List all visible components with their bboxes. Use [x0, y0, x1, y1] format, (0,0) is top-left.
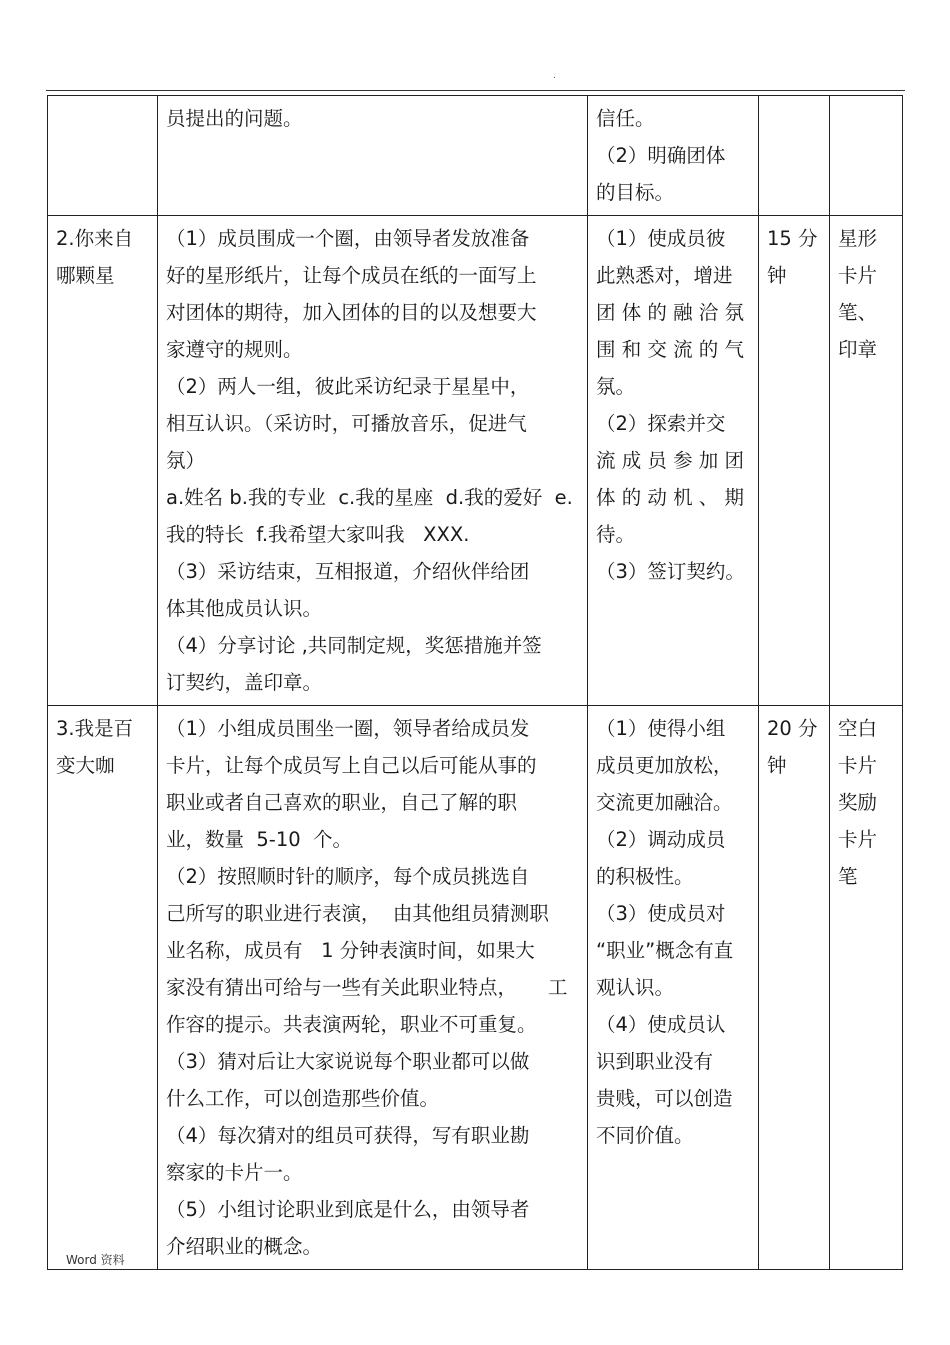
cell-text-line: 信任。: [596, 107, 655, 130]
cell-text-line: （2）按照顺时针的顺序，每个成员挑选自: [166, 865, 530, 888]
cell-text-line: 此熟悉对，增进: [596, 264, 733, 287]
cell-text-line: 职业或者自己喜欢的职业，自己了解的职: [166, 791, 518, 814]
cell-text-line: （2）明确团体: [596, 144, 726, 167]
cell-text-line: （1）成员围成一个圈，由领导者发放准备: [166, 227, 530, 250]
activity-procedure-cell: [158, 706, 588, 1270]
cell-text-line: 待。: [596, 523, 636, 546]
cell-text-line: 的积极性。: [596, 865, 694, 888]
cell-text-line: 笔: [838, 865, 858, 888]
cell-text-line: 哪颗星: [56, 264, 115, 287]
activity-goals-cell: [588, 706, 759, 1270]
table-row: [48, 216, 903, 706]
cell-text-line: 的目标。: [596, 181, 675, 204]
cell-text-line: 识到职业没有: [596, 1050, 714, 1073]
cell-text-line: （3）签订契约。: [596, 560, 745, 583]
cell-text-line: 察家的卡片一。: [166, 1161, 303, 1184]
cell-text-line: （4）分享讨论 ,共同制定规，奖惩措施并签: [166, 634, 542, 657]
activity-time-cell: [759, 216, 830, 706]
header-mark: .: [553, 71, 556, 81]
cell-text-line: （5）小组讨论职业到底是什么，由领导者: [166, 1198, 530, 1221]
cell-text-line: 卡片: [838, 754, 878, 777]
cell-text-line: 氛）: [166, 449, 206, 472]
activity-time-cell: [759, 706, 830, 1270]
activity-materials-cell: [830, 706, 903, 1270]
cell-text-line: 变大咖: [56, 754, 115, 777]
table-row: [48, 706, 903, 1270]
cell-text-line: （1）小组成员围坐一圈，领导者给成员发: [166, 717, 530, 740]
cell-text-line: （3）猜对后让大家说说每个职业都可以做: [166, 1050, 530, 1073]
cell-text-line: 3.我是百: [56, 717, 134, 740]
cell-text-line: 卡片，让每个成员写上自己以后可能从事的: [166, 754, 537, 777]
cell-text-line: 钟: [767, 754, 787, 777]
cell-text-line: 家遵守的规则。: [166, 338, 303, 361]
cell-text-line: （2）调动成员: [596, 828, 726, 851]
cell-text-line: 员提出的问题。: [166, 107, 303, 130]
cell-text-line: 团 体 的 融 洽 氛: [596, 301, 744, 324]
cell-text-line: （4）使成员认: [596, 1013, 726, 1036]
activity-goals-cell: [588, 96, 759, 216]
activity-materials-cell: [830, 96, 903, 216]
header-rule: [46, 90, 905, 91]
cell-text-line: 相互认识。（采访时，可播放音乐，促进气: [166, 412, 527, 435]
cell-text-line: 流 成 员 参 加 团: [596, 449, 744, 472]
cell-text-line: 好的星形纸片，让每个成员在纸的一面写上: [166, 264, 537, 287]
cell-text-line: 氛。: [596, 375, 636, 398]
cell-text-line: 20 分: [767, 717, 818, 740]
activity-title-cell: [48, 96, 158, 216]
cell-text-line: 空白: [838, 717, 878, 740]
cell-text-line: 钟: [767, 264, 787, 287]
cell-text-line: 不同价值。: [596, 1124, 694, 1147]
activity-goals-cell: [588, 216, 759, 706]
cell-text-line: “职业”概念有直: [596, 939, 734, 962]
cell-text-line: 己所写的职业进行表演， 由其他组员猜测职: [166, 902, 549, 925]
cell-text-line: 卡片: [838, 828, 878, 851]
activity-table-body: [48, 96, 903, 1270]
cell-text-line: 业名称，成员有 1 分钟表演时间，如果大: [166, 939, 535, 962]
cell-text-line: 印章: [838, 338, 878, 361]
cell-text-line: （2）探索并交: [596, 412, 726, 435]
cell-text-line: 观认识。: [596, 976, 675, 999]
cell-text-line: （2）两人一组，彼此采访纪录于星星中，: [166, 375, 530, 398]
activity-title-cell: [48, 216, 158, 706]
cell-text-line: 星形: [838, 227, 878, 250]
cell-text-line: a.姓名 b.我的专业 c.我的星座 d.我的爱好 e.: [166, 486, 573, 509]
cell-text-line: 奖励: [838, 791, 878, 814]
cell-text-line: （3）使成员对: [596, 902, 726, 925]
cell-text-line: 围 和 交 流 的 气: [596, 338, 744, 361]
cell-text-line: 15 分: [767, 227, 818, 250]
cell-text-line: 贵贱，可以创造: [596, 1087, 733, 1110]
cell-text-line: 体其他成员认识。: [166, 597, 323, 620]
cell-text-line: 成员更加放松，: [596, 754, 733, 777]
cell-text-line: 笔、: [838, 301, 878, 324]
cell-text-line: （1）使成员彼: [596, 227, 726, 250]
cell-text-line: 家没有猜出可给与一些有关此职业特点， 工: [166, 976, 568, 999]
cell-text-line: 我的特长 f.我希望大家叫我 XXX.: [166, 523, 470, 546]
cell-text-line: 卡片: [838, 264, 878, 287]
activity-procedure-cell: [158, 216, 588, 706]
activity-table: [47, 95, 903, 1270]
footer-label: Word 资料: [66, 1253, 125, 1267]
activity-time-cell: [759, 96, 830, 216]
cell-text-line: （1）使得小组: [596, 717, 726, 740]
cell-text-line: 业，数量 5-10 个。: [166, 828, 353, 851]
cell-text-line: 体 的 动 机 、 期: [596, 486, 744, 509]
cell-text-line: 对团体的期待，加入团体的目的以及想要大: [166, 301, 537, 324]
cell-text-line: 作容的提示。共表演两轮，职业不可重复。: [166, 1013, 537, 1036]
activity-procedure-cell: [158, 96, 588, 216]
cell-text-line: 订契约，盖印章。: [166, 671, 323, 694]
cell-text-line: （3）采访结束，互相报道，介绍伙伴给团: [166, 560, 530, 583]
activity-title-cell: [48, 706, 158, 1270]
table-row: [48, 96, 903, 216]
cell-text-line: 什么工作，可以创造那些价值。: [166, 1087, 440, 1110]
cell-text-line: （4）每次猜对的组员可获得，写有职业勘: [166, 1124, 530, 1147]
cell-text-line: 2.你来自: [56, 227, 134, 250]
cell-text-line: 介绍职业的概念。: [166, 1235, 323, 1258]
cell-text-line: 交流更加融洽。: [596, 791, 733, 814]
activity-materials-cell: [830, 216, 903, 706]
